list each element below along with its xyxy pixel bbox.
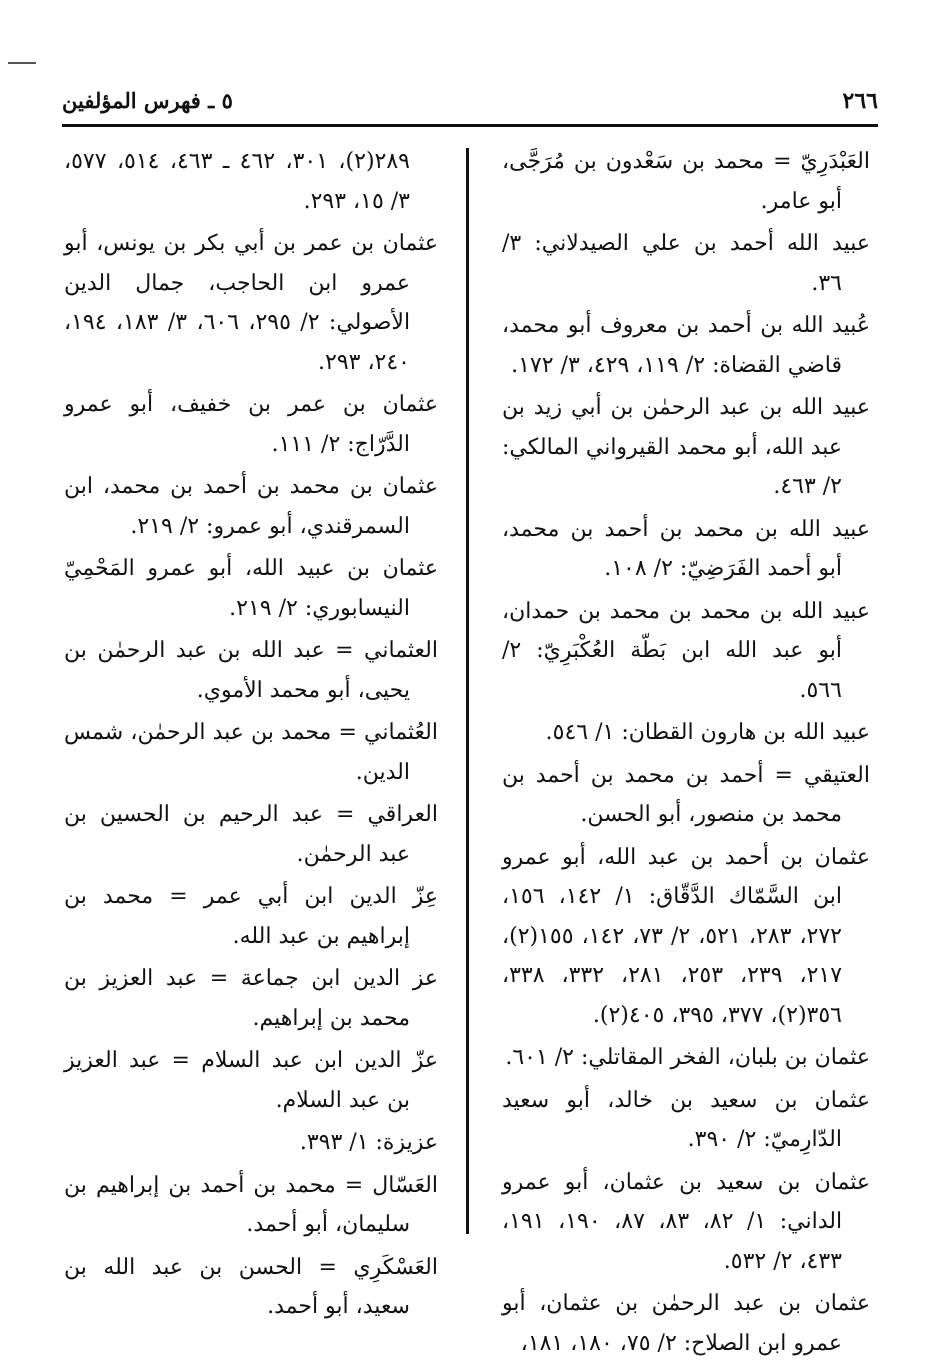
index-entry: العَسّال = محمد بن أحمد بن إبراهيم بن سليمان، أبو أحمد.: [64, 1172, 438, 1237]
scan-mark: [8, 62, 36, 64]
index-entry: عِزّ الدين ابن أبي عمر = محمد بن إبراهيم بن عبد الله.: [64, 884, 438, 949]
column-divider: [466, 148, 469, 1234]
index-entry: عزيزة: ١/ ٣٩٣.: [299, 1130, 438, 1155]
index-entry: عثمان بن عمر بن أبي بكر بن يونس، أبو عمرو ابن الحاجب، جمال الدين الأصولي: ٢/ ٢٩٥، ٦٠٦، ٣/ ١٨٣، ١٩٤، ٢٤٠، ٢٩٣.: [64, 231, 438, 375]
index-entry: العَبْدَرِيّ = محمد بن سَعْدون بن مُرَجَّى، أبو عامر.: [502, 149, 870, 214]
index-entry: عبيد الله بن عبد الرحمٰن بن أبي زيد بن عبد الله، أبو محمد القيرواني المالكي: ٢/ ٤٦٣.: [502, 395, 870, 499]
index-entry: عثمان بن سعيد بن عثمان، أبو عمرو الداني: ١/ ٨٢، ٨٣، ٨٧، ١٩٠، ١٩١، ٤٣٣، ٢/ ٥٣٢.: [502, 1169, 870, 1274]
section-title: ٥ ـ فهرس المؤلفين: [62, 88, 233, 113]
index-entry: عبيد الله أحمد بن علي الصيدلاني: ٣/ ٣٦.: [502, 231, 870, 296]
index-entry: عثمان بن بلبان، الفخر المقاتلي: ٢/ ٦٠١.: [505, 1045, 870, 1070]
index-entry: عثمان بن عمر بن خفيف، أبو عمرو الدَّرّاج: ٢/ ١١١.: [64, 392, 438, 457]
index-entry: عثمان بن عبد الرحمٰن بن عثمان، أبو عمرو ابن الصلاح: ٢/ ٧٥، ١٨٠، ١٨١،: [502, 1291, 870, 1356]
page-header: [62, 86, 878, 122]
index-entry: عزّ الدين ابن عبد السلام = عبد العزيز بن عبد السلام.: [64, 1048, 438, 1113]
index-entry: العراقي = عبد الرحيم بن الحسين بن عبد الرحمٰن.: [64, 802, 438, 867]
index-entry: عثمان بن محمد بن أحمد بن محمد، ابن السمرقندي، أبو عمرو: ٢/ ٢١٩.: [64, 474, 438, 539]
index-entry: العتيقي = أحمد بن محمد بن أحمد بن محمد بن منصور، أبو الحسن.: [502, 762, 870, 827]
index-entry: عبيد الله بن هارون القطان: ١/ ٥٤٦.: [545, 720, 870, 745]
page-number: ٢٦٦: [842, 88, 878, 114]
index-entry: عثمان بن عبيد الله، أبو عمرو المَحْمِيّ النيسابوري: ٢/ ٢١٩.: [64, 556, 438, 621]
right-column: [502, 142, 870, 1366]
index-entry: عُبيد الله بن أحمد بن معروف أبو محمد، قاضي القضاة: ٢/ ١١٩، ٤٢٩، ٣/ ١٧٢.: [502, 313, 870, 378]
index-entry: عثمان بن أحمد بن عبد الله، أبو عمرو ابن السَّمّاك الدَّقّاق: ١/ ١٤٢، ١٥٦، ٢٧٢، ٢٨٣، ٥٢١، ٢/ ٧٣، ١٤٢، ١٥٥(٢)، ٢١٧، ٢٣٩، ٢٥٣، ٢٨١، ٣٣٢، ٣٣٨، ٣٥٦(٢)، ٣٧٧، ٣٩٥، ٤٠٥(٢).: [502, 844, 871, 1028]
index-entry: عبيد الله بن محمد بن أحمد بن محمد، أبو أحمد الفَرَضِيّ: ٢/ ١٠٨.: [502, 516, 870, 581]
index-entry: عز الدين ابن جماعة = عبد العزيز بن محمد بن إبراهيم.: [64, 966, 438, 1031]
entry-continuation: ٢٨٩(٢)، ٣٠١، ٤٦٢ ـ ٤٦٣، ٥١٤، ٥٧٧، ٣/ ١٥، ٢٩٣.: [64, 149, 410, 214]
header-rule: [62, 124, 878, 127]
index-entry: العثماني = عبد الله بن عبد الرحمٰن بن يحيى، أبو محمد الأموي.: [64, 638, 438, 703]
index-entry: العَسْكَرِي = الحسن بن عبد الله بن سعيد، أبو أحمد.: [64, 1254, 438, 1319]
index-entry: عبيد الله بن محمد بن محمد بن حمدان، أبو عبد الله ابن بَطّة العُكْبَرِيّ: ٢/ ٥٦٦.: [502, 598, 870, 703]
left-column: [64, 142, 438, 1330]
index-entry: العُثماني = محمد بن عبد الرحمٰن، شمس الدين.: [64, 720, 438, 785]
index-entry: عثمان بن سعيد بن خالد، أبو سعيد الدّارِميّ: ٢/ ٣٩٠.: [502, 1087, 870, 1152]
